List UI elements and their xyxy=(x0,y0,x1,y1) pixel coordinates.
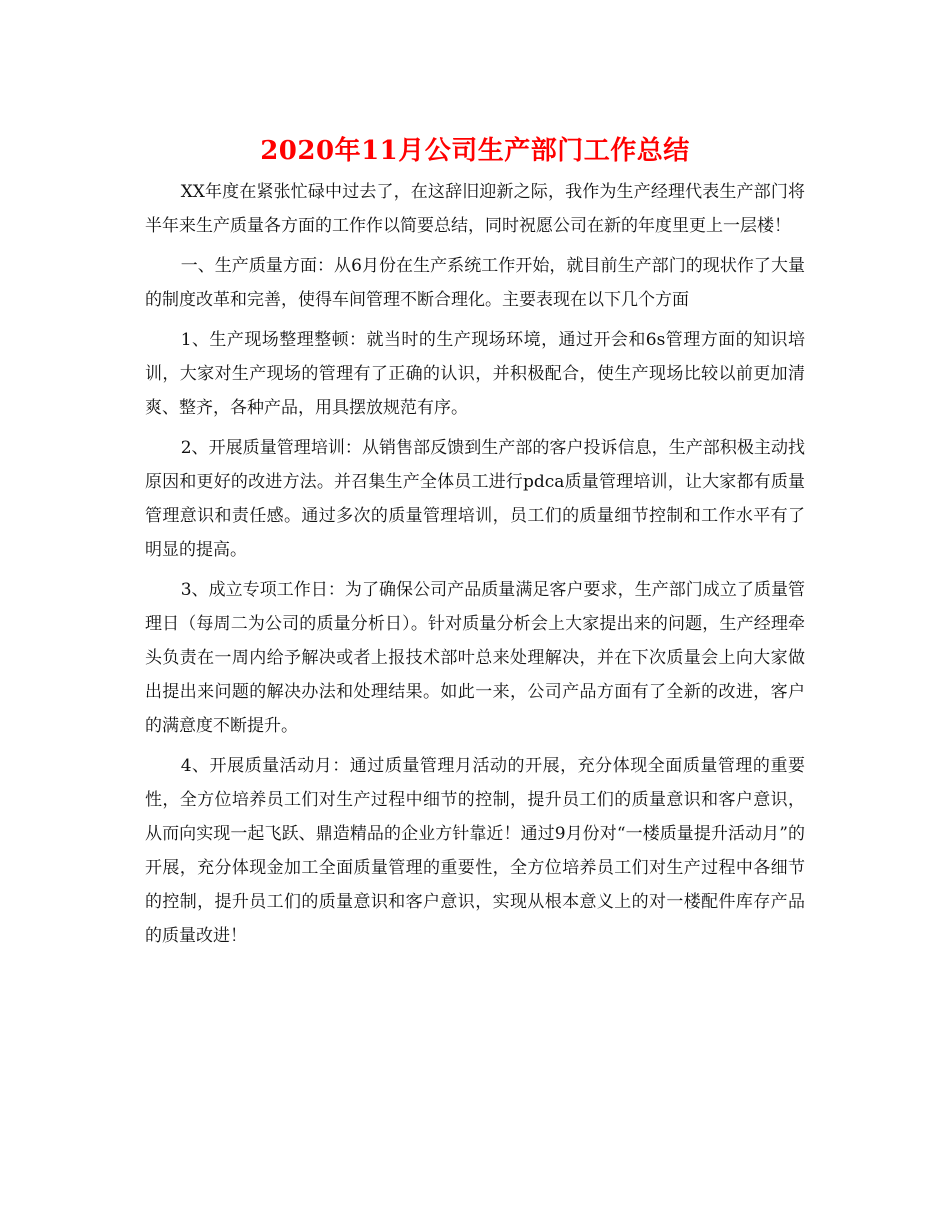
document-title: 2020年11月公司生产部门工作总结 xyxy=(260,136,690,166)
paragraph-item-2: 2、开展质量管理培训：从销售部反馈到生产部的客户投诉信息，生产部积极主动找原因和更好的改进方法。并召集生产全体员工进行pdca质量管理培训，让大家都有质量管理意识和责任感。通过多次的质量管理培训，员工们的质量细节控制和工作水平有了明显的提高。 xyxy=(145,438,805,560)
paragraph-item-3: 3、成立专项工作日：为了确保公司产品质量满足客户要求，生产部门成立了质量管理日（每周二为公司的质量分析日）。针对质量分析会上大家提出来的问题，生产经理牵头负责在一周内给予解决或者上报技术部叶总来处理解决，并在下次质量会上向大家做出提出来问题的解决办法和处理结果。如此一来，公司产品方面有了全新的改进，客户的满意度不断提升。 xyxy=(145,580,805,736)
paragraph-intro: XX年度在紧张忙碌中过去了，在这辞旧迎新之际，我作为生产经理代表生产部门将半年来生产质量各方面的工作作以简要总结，同时祝愿公司在新的年度里更上一层楼！ xyxy=(145,182,805,236)
paragraph-section-1: 一、生产质量方面：从6月份在生产系统工作开始，就目前生产部门的现状作了大量的制度改革和完善，使得车间管理不断合理化。主要表现在以下几个方面 xyxy=(145,256,805,310)
paragraph-item-4: 4、开展质量活动月：通过质量管理月活动的开展，充分体现全面质量管理的重要性，全方位培养员工们对生产过程中细节的控制，提升员工们的质量意识和客户意识，从而向实现一起飞跃、鼎造精品的企业方针靠近！通过9月份对“一楼质量提升活动月”的开展，充分体现金加工全面质量管理的重要性，全方位培养员工们对生产过程中各细节的控制，提升员工们的质量意识和客户意识，实现从根本意义上的对一楼配件库存产品的质量改进！ xyxy=(145,756,805,946)
document-body xyxy=(145,175,805,959)
paragraph-item-1: 1、生产现场整理整顿：就当时的生产现场环境，通过开会和6s管理方面的知识培训，大家对生产现场的管理有了正确的认识，并积极配合，使生产现场比较以前更加清爽、整齐，各种产品，用具摆放规范有序。 xyxy=(145,330,805,418)
